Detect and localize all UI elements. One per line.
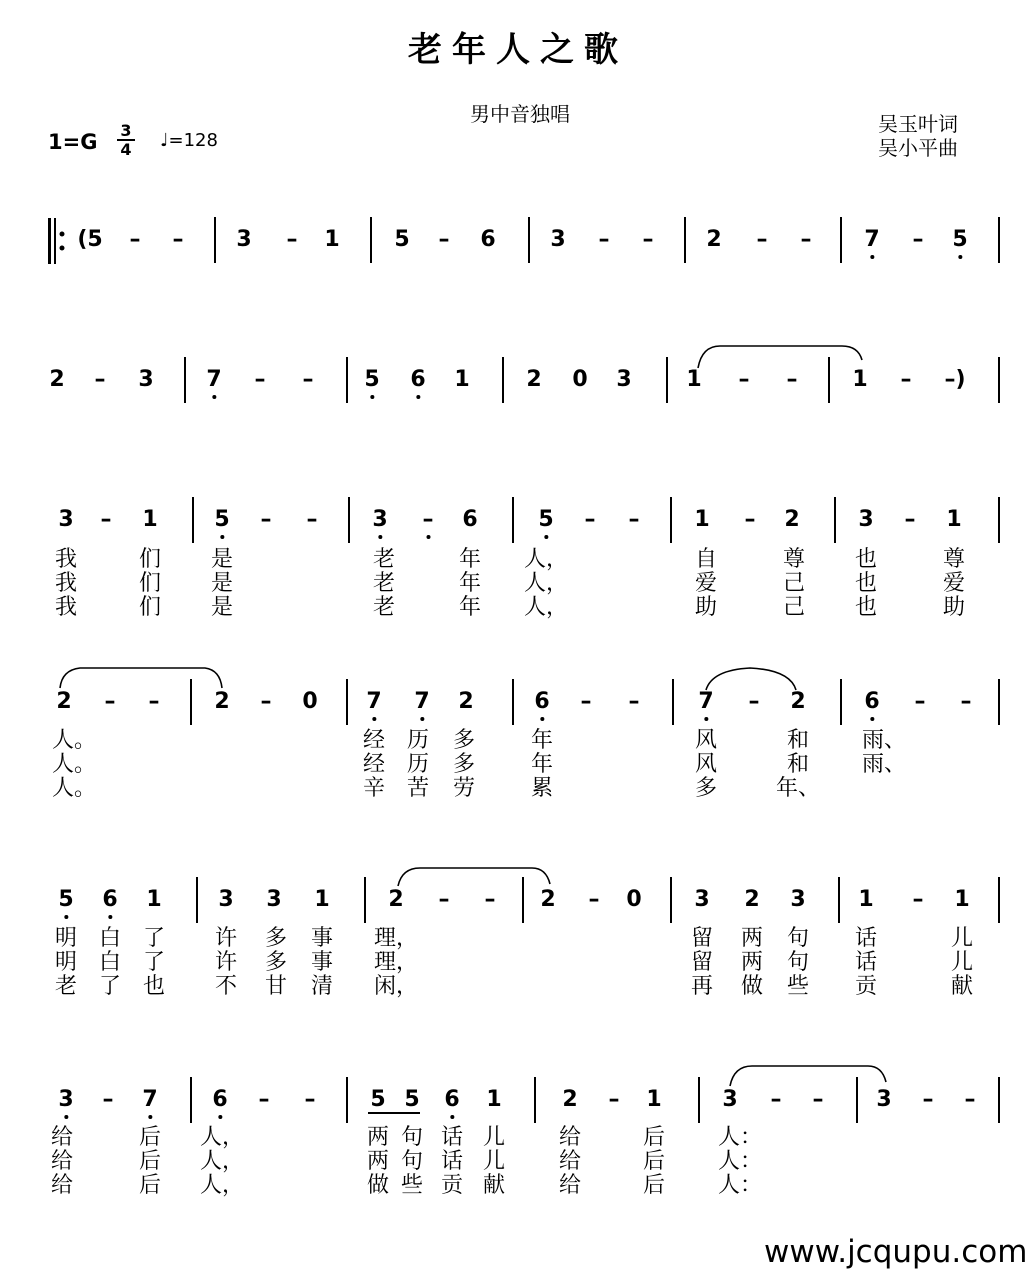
note: – — [900, 367, 912, 392]
note: 2 — [744, 887, 760, 912]
lyric-syllable: 话 — [440, 1125, 464, 1150]
lyric-syllable: 们 — [138, 547, 162, 572]
note: 2 — [388, 887, 404, 912]
lyric-syllable: 们 — [138, 595, 162, 620]
lyric-syllable: 给 — [558, 1125, 582, 1150]
note: 6 — [480, 227, 496, 252]
lyric-syllable: 多 — [694, 776, 718, 801]
tie-1 — [698, 346, 862, 368]
lyric-syllable: 己 — [782, 571, 806, 596]
note: – — [914, 689, 926, 714]
lyric-syllable: 我 — [54, 595, 78, 620]
note: – — [812, 1087, 824, 1112]
lyric-syllable: 苦 — [406, 776, 430, 801]
lyric-syllable: 年 — [530, 728, 554, 753]
lyric-syllable: 事 — [310, 950, 334, 975]
lyric-syllable: 句 — [400, 1149, 424, 1174]
lyric-syllable: 闲， — [373, 974, 419, 999]
note: – — [172, 227, 184, 252]
note: 2 — [784, 507, 800, 532]
lyric-syllable: 儿 — [950, 926, 974, 951]
note: 1 — [324, 227, 340, 252]
lyric-syllable: 爱 — [942, 571, 966, 596]
lyric-syllable: 句 — [786, 926, 810, 951]
note: 6 — [444, 1087, 459, 1112]
lyric-syllable: 我 — [54, 547, 78, 572]
note: – — [628, 507, 640, 532]
lyric-syllable: 两 — [740, 926, 764, 951]
note: – — [960, 689, 972, 714]
note: 6 — [864, 689, 879, 714]
lyric-syllable: 经 — [362, 728, 386, 753]
note: 2 — [540, 887, 556, 912]
note: – — [738, 367, 750, 392]
note: 1 — [852, 367, 868, 392]
lyric-syllable: 贡 — [854, 974, 878, 999]
lyric-syllable: 多 — [264, 926, 288, 951]
note: –) — [944, 367, 966, 392]
note: 3 — [722, 1087, 738, 1112]
lyric-syllable: 风 — [694, 752, 718, 777]
lyric-syllable: 留 — [690, 950, 714, 975]
lyric-syllable: 年 — [458, 571, 482, 596]
note: 1 — [686, 367, 702, 392]
note: 1 — [946, 507, 962, 532]
lyric-syllable: 甘 — [264, 974, 288, 999]
note: 2 — [56, 689, 72, 714]
note: – — [484, 887, 496, 912]
lyric-syllable: 经 — [362, 752, 386, 777]
note: – — [756, 227, 768, 252]
lyric-syllable: 年 — [530, 752, 554, 777]
lyric-syllable: 助 — [942, 595, 966, 620]
note: 2 — [214, 689, 230, 714]
lyric-syllable: 给 — [50, 1125, 74, 1150]
lyric-syllable: 也 — [854, 571, 878, 596]
lyric-syllable: 尊 — [782, 547, 806, 572]
lyric-syllable: 清 — [310, 974, 334, 999]
lyric-syllable: 和 — [786, 728, 810, 753]
note: 1 — [694, 507, 710, 532]
note: (5 — [77, 227, 103, 252]
note: 3 — [236, 227, 252, 252]
note: 5 — [538, 507, 553, 532]
note: – — [286, 227, 298, 252]
lyric-syllable: 明 — [54, 926, 78, 951]
lyric-syllable: 人， — [523, 595, 569, 620]
note: 3 — [790, 887, 806, 912]
note: – — [598, 227, 610, 252]
lyric-syllable: 不 — [214, 974, 238, 999]
note: 7 — [414, 689, 429, 714]
lyric-syllable: 话 — [854, 926, 878, 951]
note: – — [102, 1087, 114, 1112]
note: 3 — [58, 1087, 73, 1112]
note: 1 — [646, 1087, 662, 1112]
lyric-syllable: 人， — [523, 547, 569, 572]
lyric-syllable: 两 — [740, 950, 764, 975]
note: 2 — [790, 689, 806, 714]
lyric-syllable: 也 — [854, 547, 878, 572]
note: 2 — [458, 689, 474, 714]
lyric-syllable: 风 — [694, 728, 718, 753]
slur-3 — [706, 668, 796, 690]
lyric-syllable: 历 — [406, 752, 430, 777]
note: – — [94, 367, 106, 392]
lyric-syllable: 也 — [854, 595, 878, 620]
lyric-syllable: 人： — [717, 1149, 763, 1174]
lyric-syllable: 儿 — [950, 950, 974, 975]
lyric-syllable: 人： — [717, 1125, 763, 1150]
lyricist: 吴玉叶词 — [878, 112, 958, 136]
lyric-syllable: 是 — [210, 595, 234, 620]
lyric-syllable: 人。 — [52, 728, 97, 753]
lyric-syllable: 人， — [199, 1173, 245, 1198]
note: 5 — [370, 1087, 386, 1112]
lyric-syllable: 年 — [458, 595, 482, 620]
note: 1 — [454, 367, 470, 392]
lyric-syllable: 做 — [366, 1173, 390, 1198]
note: 0 — [302, 689, 318, 714]
note: – — [100, 507, 112, 532]
composer: 吴小平曲 — [878, 136, 958, 160]
lyric-syllable: 多 — [452, 728, 476, 753]
lyric-syllable: 人， — [199, 1149, 245, 1174]
lyric-syllable: 老 — [372, 547, 396, 572]
note: 5 — [364, 367, 379, 392]
lyric-syllable: 尊 — [942, 547, 966, 572]
lyric-syllable: 给 — [558, 1149, 582, 1174]
note: 5 — [952, 227, 967, 252]
lyric-syllable: 给 — [558, 1173, 582, 1198]
note: – — [260, 689, 272, 714]
lyric-syllable: 给 — [50, 1149, 74, 1174]
lyric-syllable: 做 — [740, 974, 764, 999]
note: 1 — [146, 887, 162, 912]
note: – — [438, 227, 450, 252]
note: 3 — [372, 507, 387, 532]
time-numerator: 3 — [117, 122, 135, 141]
note: – — [786, 367, 798, 392]
note: 2 — [562, 1087, 578, 1112]
note: 3 — [58, 507, 74, 532]
tempo-value: =128 — [168, 130, 218, 151]
lyric-syllable: 贡 — [440, 1173, 464, 1198]
beam-underline — [368, 1112, 420, 1114]
note: – — [584, 507, 596, 532]
note: – — [588, 887, 600, 912]
lyric-syllable: 人， — [199, 1125, 245, 1150]
note: 2 — [706, 227, 722, 252]
time-denominator: 4 — [120, 140, 132, 159]
tie-5 — [730, 1066, 886, 1086]
note: 7 — [864, 227, 879, 252]
note: 6 — [462, 507, 478, 532]
lyric-syllable: 留 — [690, 926, 714, 951]
lyric-syllable: 句 — [400, 1125, 424, 1150]
note: – — [964, 1087, 976, 1112]
lyric-syllable: 话 — [440, 1149, 464, 1174]
lyric-syllable: 累 — [530, 776, 554, 801]
lyric-syllable: 明 — [54, 950, 78, 975]
note: – — [304, 1087, 316, 1112]
note: – — [770, 1087, 782, 1112]
note: 1 — [486, 1087, 502, 1112]
lyric-syllable: 老 — [372, 571, 396, 596]
note: – — [922, 1087, 934, 1112]
note: – — [254, 367, 266, 392]
lyric-syllable: 些 — [400, 1173, 424, 1198]
lyric-syllable: 是 — [210, 571, 234, 596]
lyric-syllable: 是 — [210, 547, 234, 572]
lyric-syllable: 了 — [142, 926, 166, 951]
lyric-syllable: 助 — [694, 595, 718, 620]
lyric-syllable: 劳 — [452, 776, 476, 801]
note: 1 — [142, 507, 158, 532]
note: 0 — [626, 887, 642, 912]
note: 3 — [218, 887, 234, 912]
note: – — [129, 227, 141, 252]
lyric-syllable: 后 — [642, 1125, 666, 1150]
note: 7 — [366, 689, 381, 714]
lyric-syllable: 儿 — [482, 1149, 506, 1174]
lyric-syllable: 话 — [854, 950, 878, 975]
note: 7 — [142, 1087, 157, 1112]
lyric-syllable: 事 — [310, 926, 334, 951]
lyric-syllable: 理， — [373, 950, 419, 975]
note: – — [258, 1087, 270, 1112]
note: 5 — [404, 1087, 420, 1112]
note: 5 — [394, 227, 410, 252]
lyric-syllable: 和 — [786, 752, 810, 777]
lyric-syllable: 儿 — [482, 1125, 506, 1150]
lyric-syllable: 年 — [458, 547, 482, 572]
lyric-syllable: 后 — [642, 1173, 666, 1198]
lyric-syllable: 人。 — [52, 752, 97, 777]
note: 6 — [212, 1087, 227, 1112]
lyric-syllable: 许 — [214, 926, 238, 951]
lyric-syllable: 己 — [782, 595, 806, 620]
lyric-syllable: 老 — [372, 595, 396, 620]
note: 6 — [410, 367, 425, 392]
key-signature: 1=G — [48, 130, 98, 154]
lyric-syllable: 理， — [373, 926, 419, 951]
note: – — [744, 507, 756, 532]
note: 1 — [954, 887, 970, 912]
lyric-syllable: 爱 — [694, 571, 718, 596]
lyric-syllable: 献 — [482, 1173, 506, 1198]
note: 3 — [550, 227, 566, 252]
note: – — [438, 887, 450, 912]
lyric-syllable: 人， — [523, 571, 569, 596]
lyric-syllable: 了 — [142, 950, 166, 975]
note: – — [628, 689, 640, 714]
note: – — [608, 1087, 620, 1112]
note: – — [904, 507, 916, 532]
note: 6 — [534, 689, 549, 714]
note: 3 — [266, 887, 282, 912]
note: 7 — [206, 367, 221, 392]
lyric-syllable: 白 — [98, 926, 122, 951]
lyric-syllable: 年、 — [775, 776, 821, 801]
note: 7 — [698, 689, 713, 714]
lyric-syllable: 们 — [138, 571, 162, 596]
lyric-syllable: 再 — [690, 974, 714, 999]
song-title: 老年人之歌 — [408, 30, 628, 70]
note: 3 — [858, 507, 874, 532]
lyric-syllable: 句 — [786, 950, 810, 975]
note: 5 — [58, 887, 73, 912]
performance-note: 男中音独唱 — [470, 102, 570, 126]
note: – — [260, 507, 272, 532]
site-watermark: www.jcqupu.com — [764, 1234, 1028, 1270]
note: 5 — [214, 507, 229, 532]
lyric-syllable: 些 — [786, 974, 810, 999]
lyric-syllable: 后 — [138, 1149, 162, 1174]
lyric-syllable: 了 — [98, 974, 122, 999]
lyric-syllable: 献 — [950, 974, 974, 999]
note: 3 — [876, 1087, 892, 1112]
quarter-note-icon: ♩ — [160, 130, 169, 151]
note: 0 — [572, 367, 588, 392]
lyric-syllable: 自 — [694, 547, 718, 572]
lyric-syllable: 后 — [642, 1149, 666, 1174]
note: 2 — [49, 367, 65, 392]
lyric-syllable: 两 — [366, 1125, 390, 1150]
note: 3 — [138, 367, 154, 392]
lyric-syllable: 两 — [366, 1149, 390, 1174]
lyric-syllable: 雨、 — [861, 728, 907, 753]
lyric-syllable: 历 — [406, 728, 430, 753]
tie-4 — [398, 868, 550, 886]
lyric-syllable: 老 — [54, 974, 78, 999]
lyric-syllable: 白 — [98, 950, 122, 975]
note: 3 — [616, 367, 632, 392]
note: – — [748, 689, 760, 714]
note: 1 — [858, 887, 874, 912]
note: – — [423, 507, 434, 532]
lyric-syllable: 我 — [54, 571, 78, 596]
note: – — [302, 367, 314, 392]
note: 1 — [314, 887, 330, 912]
note: – — [580, 689, 592, 714]
note: 2 — [526, 367, 542, 392]
lyric-syllable: 也 — [142, 974, 166, 999]
lyric-syllable: 后 — [138, 1125, 162, 1150]
note: – — [912, 227, 924, 252]
lyric-syllable: 人： — [717, 1173, 763, 1198]
lyric-syllable: 许 — [214, 950, 238, 975]
tie-2 — [60, 668, 222, 688]
lyric-syllable: 多 — [452, 752, 476, 777]
lyric-syllable: 多 — [264, 950, 288, 975]
note: – — [306, 507, 318, 532]
lyric-syllable: 后 — [138, 1173, 162, 1198]
lyric-syllable: 给 — [50, 1173, 74, 1198]
note: – — [912, 887, 924, 912]
repeat-sign — [48, 218, 65, 264]
lyric-syllable: 人。 — [52, 776, 97, 801]
note: 3 — [694, 887, 710, 912]
note: – — [800, 227, 812, 252]
note: – — [148, 689, 160, 714]
lyric-syllable: 雨、 — [861, 752, 907, 777]
note: 6 — [102, 887, 117, 912]
note: – — [104, 689, 116, 714]
note: – — [642, 227, 654, 252]
lyric-syllable: 辛 — [362, 776, 386, 801]
